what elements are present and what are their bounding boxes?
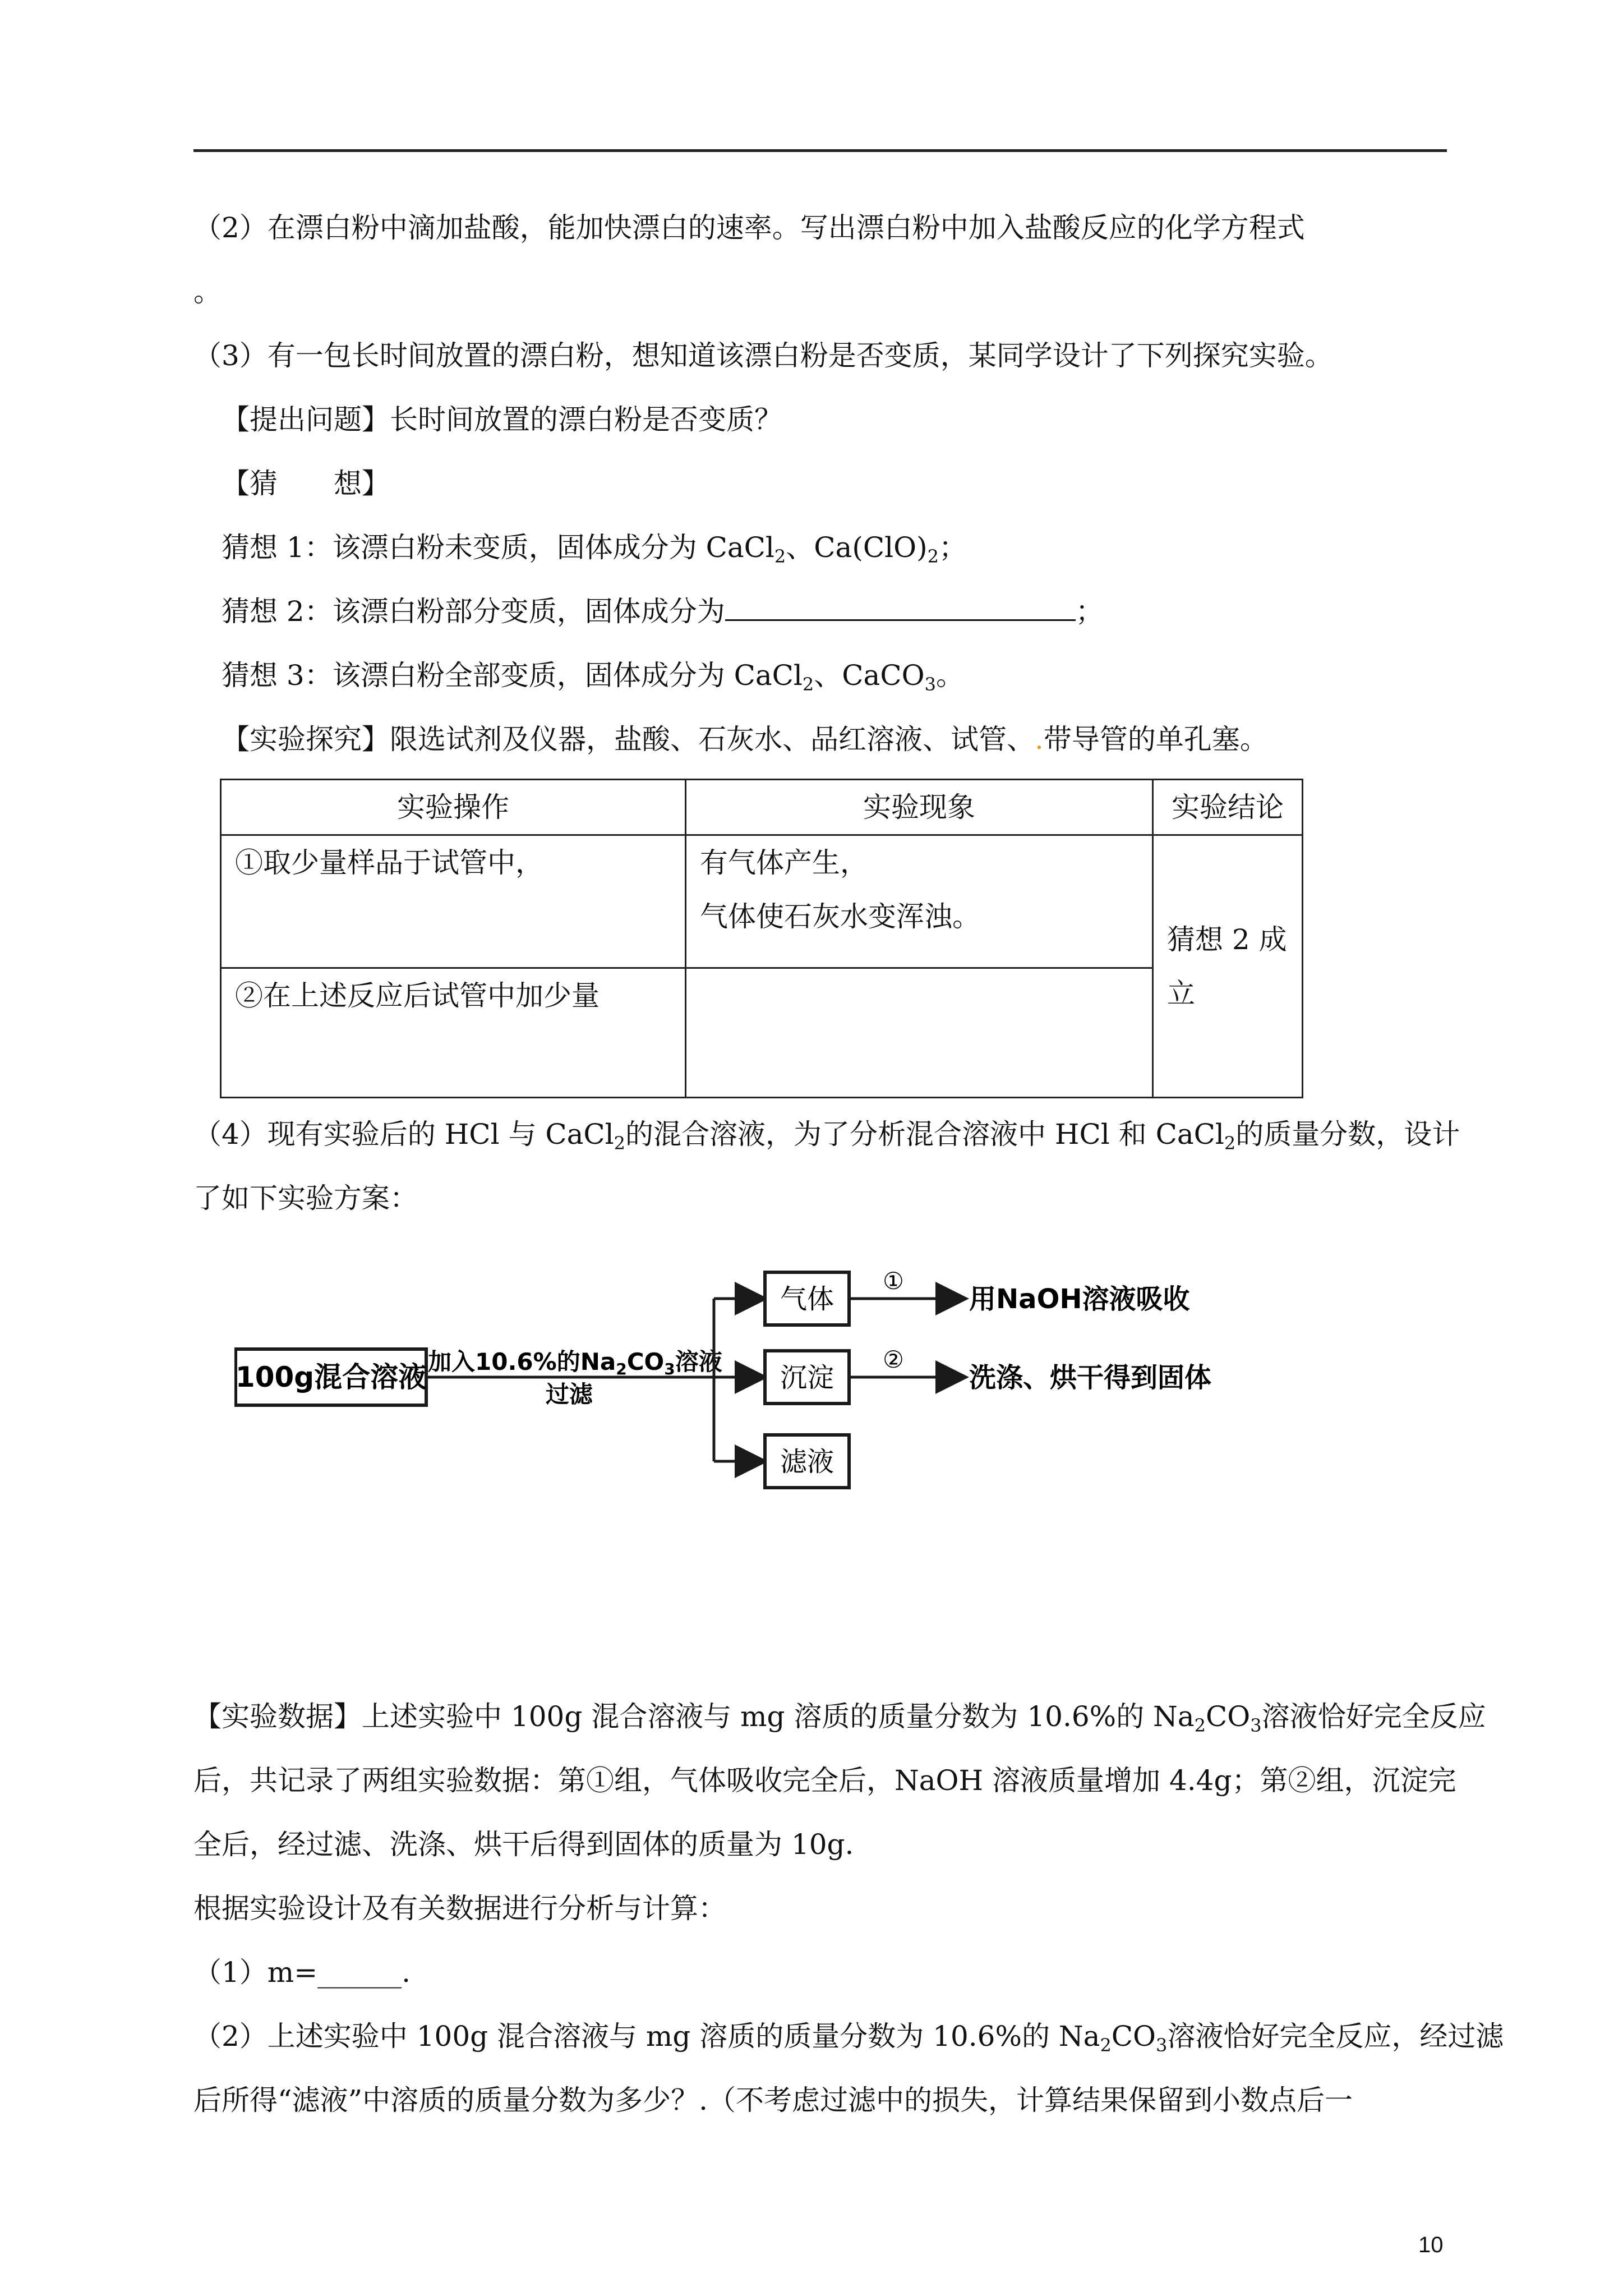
data-text-mid: CO xyxy=(1205,1700,1251,1733)
header-operation: 实验操作 xyxy=(221,780,686,835)
filtrate-box-label: 滤液 xyxy=(780,1446,834,1478)
guess3-mid: 、CaCO xyxy=(814,659,925,692)
guess1-sub2: 2 xyxy=(927,546,939,567)
precipitate-box-label: 沉淀 xyxy=(780,1362,834,1393)
guess1-text: 猜想 1：该漂白粉未变质，固体成分为 CaCl xyxy=(222,531,774,564)
q3-guess-tag: 【猜 想】 xyxy=(222,467,390,500)
q3-question xyxy=(222,403,782,436)
explore-dot: . xyxy=(1035,723,1044,756)
row1-phenomenon-line2: 气体使石灰水变浑浊。 xyxy=(700,900,980,933)
guess2 xyxy=(222,595,1104,628)
data-tag: 【实验数据】 xyxy=(193,1700,362,1733)
experiment-table xyxy=(220,779,1303,1098)
arrow-label-top: 加入10.6%的Na2CO3溶液 xyxy=(428,1348,722,1378)
data-text-a: 上述实验中 100g 混合溶液与 mg 溶质的质量分数为 10.6%的 Na xyxy=(362,1700,1195,1733)
sub-question-2-line2: 后所得“滤液”中溶质的质量分数为多少？.（不考虑过滤中的损失，计算结果保留到小数点后一 xyxy=(193,2084,1353,2116)
data-line1 xyxy=(193,1700,1486,1736)
data-text-b: 溶液恰好完全反应 xyxy=(1261,1700,1486,1733)
row2-operation: ②在上述反应后试管中加少量 xyxy=(221,968,686,1098)
guess2-text: 猜想 2：该漂白粉部分变质，固体成分为 xyxy=(222,595,725,628)
row1-phenomenon-line1: 有气体产生， xyxy=(700,846,868,879)
experiment-flowchart xyxy=(234,1262,1244,1520)
row1-phenomenon xyxy=(686,835,1153,968)
q4-text-b: 的混合溶液，为了分析混合溶液中 HCl 和 CaCl xyxy=(625,1118,1224,1151)
explore-tag: 【实验探究】 xyxy=(222,723,390,756)
guess1-mid: 、Ca(ClO) xyxy=(786,531,928,564)
step1-result: 用NaOH溶液吸收 xyxy=(969,1283,1190,1315)
sub-question-2-line1 xyxy=(193,2019,1504,2056)
guess3-sub2: 3 xyxy=(924,674,936,695)
guess1 xyxy=(222,531,967,567)
q3-intro: （3）有一包长时间放置的漂白粉，想知道该漂白粉是否变质，某同学设计了下列探究实验。 xyxy=(193,339,1333,372)
explore-line xyxy=(222,723,1268,756)
sub2-sub1: 2 xyxy=(1100,2035,1112,2056)
data-line2: 后，共记录了两组实验数据：第①组，气体吸收完全后，NaOH 溶液质量增加 4.4g；第②组，沉淀完 xyxy=(193,1764,1456,1797)
header-phenomenon: 实验现象 xyxy=(686,780,1153,835)
q4-text-c: 的质量分数，设计 xyxy=(1235,1118,1460,1151)
q4-text-a: （4）现有实验后的 HCl 与 CaCl xyxy=(193,1118,614,1151)
header-conclusion: 实验结论 xyxy=(1153,780,1303,835)
guess1-sub: 2 xyxy=(774,546,786,567)
table-header-row xyxy=(221,780,1303,835)
table-row xyxy=(221,835,1303,968)
q4-line1 xyxy=(193,1117,1460,1154)
page-number: 10 xyxy=(1418,2233,1444,2257)
sub2-text-mid: CO xyxy=(1111,2020,1156,2053)
q4-sub2: 2 xyxy=(1224,1133,1236,1154)
q2-line2: 。 xyxy=(193,275,222,308)
step1-mark: ① xyxy=(883,1267,904,1295)
gas-box-label: 气体 xyxy=(780,1283,834,1315)
data-line4: 根据实验设计及有关数据进行分析与计算： xyxy=(193,1892,726,1925)
data-line3: 全后，经过滤、洗涤、烘干后得到固体的质量为 10g. xyxy=(193,1828,854,1861)
conclusion-line1: 猜想 2 成 xyxy=(1167,923,1287,956)
guess3-text: 猜想 3：该漂白粉全部变质，固体成分为 CaCl xyxy=(222,659,803,692)
header-rule xyxy=(193,149,1447,152)
question-text: 长时间放置的漂白粉是否变质？ xyxy=(390,403,782,436)
conclusion-line2: 立 xyxy=(1167,977,1195,1010)
conclusion-cell xyxy=(1153,835,1303,1098)
data-sub2: 3 xyxy=(1250,1715,1262,1736)
q2-line1: （2）在漂白粉中滴加盐酸，能加快漂白的速率。写出漂白粉中加入盐酸反应的化学方程式 xyxy=(193,211,1305,244)
step2-result: 洗涤、烘干得到固体 xyxy=(969,1362,1212,1393)
row2-phenomenon xyxy=(686,968,1153,1098)
guess3 xyxy=(222,659,964,695)
start-box-label: 100g混合溶液 xyxy=(235,1361,427,1393)
data-sub1: 2 xyxy=(1194,1715,1206,1736)
arrow-label-bottom: 过滤 xyxy=(546,1381,593,1408)
sub2-text-b: 溶液恰好完全反应，经过滤 xyxy=(1167,2020,1504,2053)
guess2-answer-blank[interactable] xyxy=(725,595,1076,621)
q4-line2: 了如下实验方案： xyxy=(193,1182,418,1214)
step2-mark: ② xyxy=(883,1346,904,1373)
guess3-end: 。 xyxy=(935,659,964,692)
guess1-end: ； xyxy=(938,531,967,564)
explore-text-end: 带导管的单孔塞。 xyxy=(1043,723,1268,756)
sub2-text-a: （2）上述实验中 100g 混合溶液与 mg 溶质的质量分数为 10.6%的 Na xyxy=(193,2020,1100,2053)
question-tag: 【提出问题】 xyxy=(222,403,390,436)
q4-sub: 2 xyxy=(614,1133,626,1154)
guess3-sub: 2 xyxy=(802,674,814,695)
sub2-sub2: 3 xyxy=(1156,2035,1168,2056)
guess2-end: ； xyxy=(1075,595,1104,628)
table-row xyxy=(221,968,1303,1098)
row1-operation: ①取少量样品于试管中， xyxy=(221,835,686,968)
sub-question-1: （1）m=______. xyxy=(193,1956,411,1989)
explore-text: 限选试剂及仪器，盐酸、石灰水、品红溶液、试管、 xyxy=(390,723,1035,756)
